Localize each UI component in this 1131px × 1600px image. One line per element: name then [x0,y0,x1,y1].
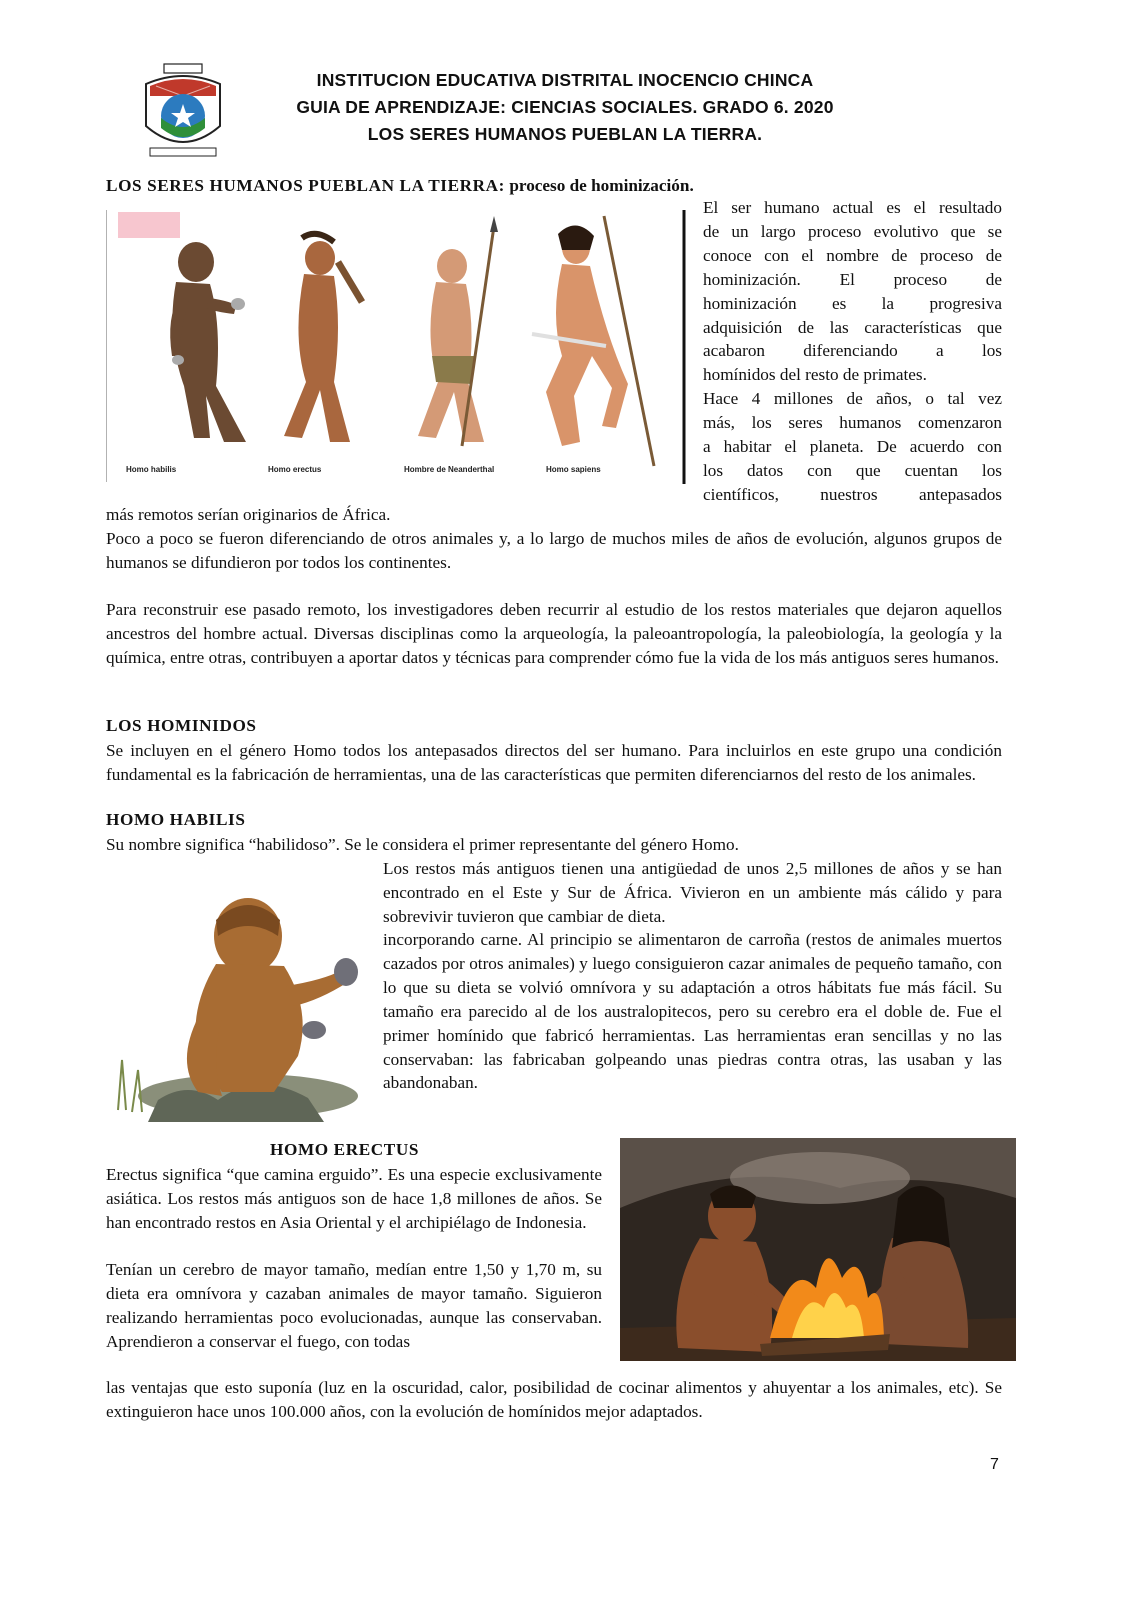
intro-line: El ser humano actual es el resultado [703,198,1002,217]
erectus-text-2: Tenían un cerebro de mayor tamaño, medían entre 1,50 y 1,70 m, su dieta era omnívora y cazaban animales de mayor tamaño. Siguieron realizando herramientas poco evolucionadas, aunque las conservaban. Aprendieron a conservar el fuego, con todas [106,1260,602,1351]
erectus-heading: HOMO ERECTUS [270,1140,420,1159]
evolution-illustration [106,206,690,486]
caption-homo-sapiens: Homo sapiens [546,465,601,474]
intro-paragraph-2: Poco a poco se fueron diferenciando de otros animales y, a lo largo de muchos miles de años de evolución, algunos grupos de humanos se difundieron por todos los continentes. [106,529,1002,572]
intro-line: hominización. El proceso de [703,269,1002,289]
hominidos-text: Se incluyen en el género Homo todos los antepasados directos del ser humano. Para incluirlos en este grupo una condición fundamental es la fabricación de herramientas, una de las características que permiten diferenciarnos del resto de los animales. [106,741,1002,784]
intro-line: los datos con que cuentan los [703,460,1002,480]
intro-line: de un largo proceso evolutivo que se [703,221,1002,241]
intro-continuation: más remotos serían originarios de África. [106,505,391,524]
school-logo [136,62,230,160]
habilis-text-1: Los restos más antiguos tienen una antigüedad de unos 2,5 millones de años y se han encontrado en el Este y Sur de África. Vivieron en un ambiente más cálido y para sobrevivir tuvieron que cambiar de dieta. [383,859,1002,926]
section-title-main: LOS SERES HUMANOS PUEBLAN LA TIERRA: [106,176,506,195]
erectus-fire-photo [620,1138,1016,1361]
intro-paragraph-3: Para reconstruir ese pasado remoto, los investigadores deben recurrir al estudio de los restos materiales que dejaron aquellos ancestros del hombre actual. Diversas disciplinas como la arqueología, la paleoantropología, la paleobiología, la geología y la química, entre otras, contribuyen a aportar datos y técnicas para comprender cómo fue la vida de los más antiguos seres humanos. [106,600,1002,667]
intro-line: hominización es la progresiva [703,293,1002,313]
habilis-text-2: incorporando carne. Al principio se alimentaron de carroña (restos de animales muertos cazados por otros animales) y luego consiguieron cazar animales de pequeño tamaño, con lo que su dieta se volvió omnívora y su adaptación a otros hábitats fue más fácil. Su tamaño era parecido al de los australopitecos, pero su cerebro era el doble de. Fue el primer homínido que fabricó herramientas. Las herramientas eran sencillas y no las conservaban: las fabricaban golpeando unas piedras contra otras, las usaban y las abandonaban. [383,930,1002,1093]
page-number: 7 [990,1456,999,1473]
intro-line: a habitar el planeta. De acuerdo con [703,437,1002,457]
intro-line: Hace 4 millones de años, o tal vez [703,389,1002,409]
caption-neanderthal: Hombre de Neanderthal [404,465,495,474]
intro-line: adquisición de las características que [703,317,1002,337]
habilis-intro: Su nombre significa “habilidoso”. Se le considera el primer representante del género Homo. [106,835,739,854]
intro-line: homínidos del resto de primates. [703,365,927,385]
intro-line: más, los seres humanos comenzaron [703,413,1002,433]
intro-line: acabaron diferenciando a los [703,341,1002,361]
habilis-illustration [98,860,366,1128]
habilis-heading: HOMO HABILIS [106,810,246,829]
hominidos-heading: LOS HOMINIDOS [106,716,257,735]
caption-homo-erectus: Homo erectus [268,465,322,474]
erectus-text-1: Erectus significa “que camina erguido”. Es una especie exclusivamente asiática. Los restos más antiguos son de hace 1,8 millones de años. Se han encontrado restos en Asia Oriental y el archipiélago de Indonesia. [106,1165,602,1232]
header-line-2: GUIA DE APRENDIZAJE: CIENCIAS SOCIALES. GRADO 6. 2020 [296,97,834,117]
intro-line: conoce con el nombre de proceso de [703,245,1002,265]
caption-homo-habilis: Homo habilis [126,465,177,474]
erectus-continuation: las ventajas que esto suponía (luz en la oscuridad, calor, posibilidad de cocinar alimentos y ahuyentar a los animales, etc). Se extinguieron hace unos 100.000 años, con la evolución de homínidos mejor adaptados. [106,1378,1002,1421]
section-title [106,176,694,196]
intro-side-text [703,196,1002,507]
intro-line: científicos, nuestros antepasados [703,484,1002,504]
section-title-sub: proceso de hominización. [505,176,694,195]
header-line-3: LOS SERES HUMANOS PUEBLAN LA TIERRA. [367,124,763,144]
header-line-1: INSTITUCION EDUCATIVA DISTRITAL INOCENCIO CHINCA [316,70,814,90]
